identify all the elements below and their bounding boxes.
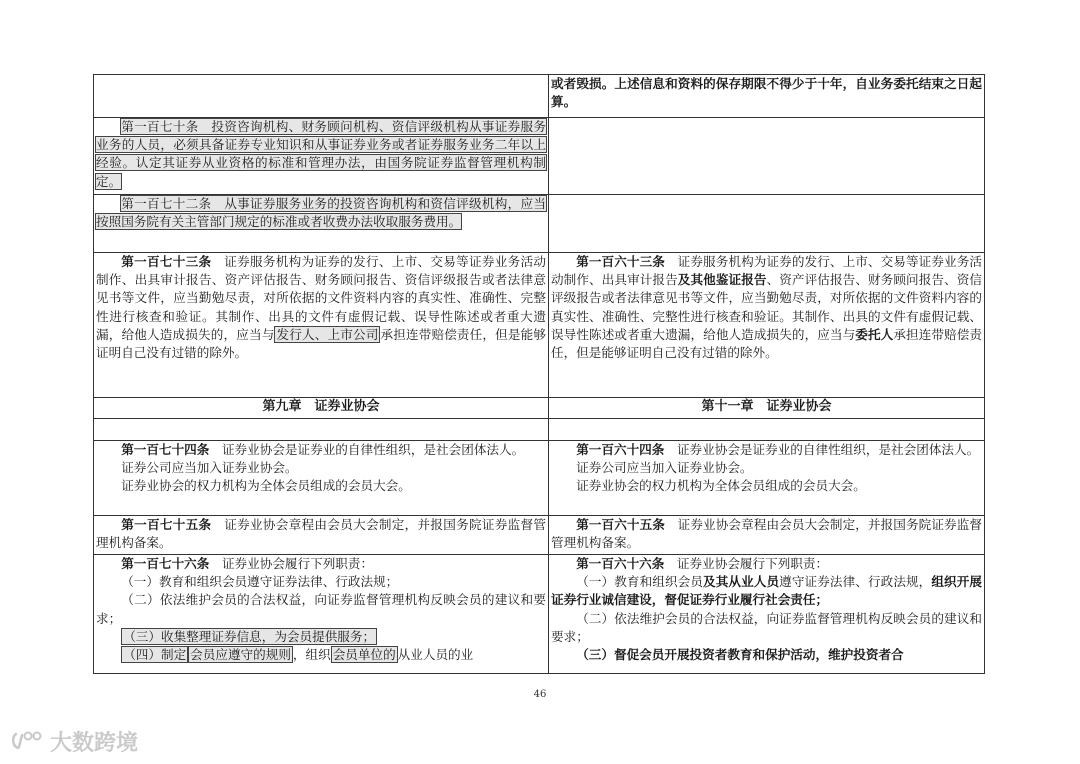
right-cell bbox=[549, 555, 985, 674]
article-text: 证券业协会是证券业的自律性组织，是社会团体法人。 bbox=[664, 442, 980, 457]
article-heading: 第一百七十六条 bbox=[121, 556, 210, 571]
logo-icon bbox=[10, 730, 44, 752]
left-cell bbox=[94, 555, 549, 674]
deleted-article-170: 第一百七十条 投资咨询机构、财务顾问机构、资信评级机构从事证券服务业务的人员，必须具备证券专业知识和从事证券业务或者证券服务业务二年以上经验。认定其证券从业资格的标准和管理办法，由国务院证券监督管理机构制定。 bbox=[96, 119, 546, 189]
table-row bbox=[94, 118, 985, 195]
added-text: 委托人 bbox=[855, 326, 894, 342]
left-cell bbox=[94, 441, 549, 516]
article-text: 证券业协会章程由会员大会制定，并报国务院证券监督管理机构备案。 bbox=[551, 517, 983, 551]
added-text: 及其从业人员 bbox=[703, 574, 780, 590]
article-text: 证券服务机构为证券的发行、上市、交易等证券业务活动制作、出具审计报告、资产评估报告、财务顾问报告、资信评级报告或者法律意见书等文件，应当勤勉尽责，对所依据的文件资料内容的真实性、准确性、完整性进行核查和验证。其制作、出具的文件有虚假记载、误导性陈述或者重大遗漏，给他人造成损失的，应当与 bbox=[96, 254, 547, 342]
left-cell bbox=[94, 516, 549, 555]
article-paragraph: 证券业协会的权力机构为全体会员组成的会员大会。 bbox=[121, 478, 411, 494]
watermark-text: 大数跨境 bbox=[50, 730, 139, 756]
article-text: 证券服务机构为证券的发行、上市、交易等证券业务活动制作、出具审计报告 bbox=[551, 254, 983, 288]
article-paragraph: 证券公司应当加入证券业协会。 bbox=[121, 460, 298, 476]
right-cell bbox=[549, 516, 985, 555]
article-paragraph: 证券公司应当加入证券业协会。 bbox=[576, 460, 753, 476]
list-item: 遵守证券法律、行政法规， bbox=[779, 574, 932, 590]
highlight-text: 会员应遵守的规则 bbox=[190, 647, 291, 663]
added-text: 组织开展证券行业诚信建设，督促证券行业履行社会责任； bbox=[551, 574, 983, 608]
article-heading: 第一百六十四条 bbox=[576, 442, 665, 457]
added-text: （三）督促会员开展投资者教育和保护活动，维护投资者合 bbox=[576, 647, 904, 663]
list-item: 从业人员的业 bbox=[397, 647, 474, 663]
page-number: 46 bbox=[533, 689, 547, 700]
article-text: 证券业协会章程由会员大会制定，并报国务院证券监督管理机构备案。 bbox=[96, 517, 547, 551]
right-cell bbox=[549, 75, 985, 118]
comparison-table bbox=[93, 74, 985, 674]
table-row bbox=[94, 555, 985, 674]
table-row bbox=[94, 195, 985, 253]
list-item: （一）教育和组织会员 bbox=[576, 574, 704, 590]
highlight-text: 会员单位的 bbox=[332, 647, 396, 663]
left-cell bbox=[94, 195, 549, 253]
deleted-article-172: 第一百七十二条 从事证券服务业务的投资咨询机构和资信评级机构，应当按照国务院有关主管部门规定的标准或者收费办法收取服务费用。 bbox=[96, 196, 546, 230]
article-heading: 第一百七十三条 bbox=[121, 254, 212, 269]
blank-cell bbox=[549, 419, 985, 441]
article-text: 承担连带赔偿责任，但是能够证明自己没有过错的除外。 bbox=[96, 326, 547, 361]
highlight-text: （四）制定 bbox=[123, 647, 187, 663]
right-cell bbox=[549, 253, 985, 398]
highlight-text: 发行人、上市公司 bbox=[276, 326, 379, 342]
blank-cell bbox=[94, 419, 549, 441]
left-cell bbox=[94, 253, 549, 398]
left-cell-empty bbox=[94, 75, 549, 118]
right-cell-empty bbox=[549, 195, 985, 253]
highlight-text: （三）收集整理证券信息，为会员提供服务； bbox=[123, 628, 376, 644]
watermark bbox=[10, 727, 138, 755]
chapter-heading: 第九章 证券业协会 bbox=[94, 398, 549, 419]
table-row bbox=[94, 75, 985, 118]
article-heading: 第一百六十六条 bbox=[576, 556, 665, 571]
chapter-heading: 第十一章 证券业协会 bbox=[549, 398, 985, 419]
list-item: （二）依法维护会员的合法权益，向证券监督管理机构反映会员的建议和要求； bbox=[96, 592, 546, 626]
table-row bbox=[94, 398, 985, 419]
article-paragraph: 证券业协会的权力机构为全体会员组成的会员大会。 bbox=[576, 478, 866, 494]
table-row bbox=[94, 253, 985, 398]
article-text: 证券业协会是证券业的自律性组织，是社会团体法人。 bbox=[209, 442, 525, 457]
retention-text: 或者毁损。上述信息和资料的保存期限不得少于十年，自业务委托结束之日起算。 bbox=[551, 76, 982, 110]
right-cell-empty bbox=[549, 118, 985, 195]
list-item: ，组织 bbox=[292, 647, 331, 663]
article-text: 证券业协会履行下列职责： bbox=[664, 556, 829, 571]
article-text: 承担连带赔偿责任，但是能够证明自己没有过错的除外。 bbox=[551, 326, 983, 361]
article-text: 、资产评估报告、财务顾问报告、资信评级报告或者法律意见书等文件，应当勤勉尽责，对所依据的文件资料内容的真实性、准确性、完整性进行核查和验证。其制作、出具的文件有虚假记载、误导性陈述或者重大遗漏，给他人造成损失的，应当与 bbox=[551, 272, 983, 342]
article-heading: 第一百六十三条 bbox=[576, 254, 665, 269]
left-cell bbox=[94, 118, 549, 195]
table-row-blank bbox=[94, 419, 985, 441]
list-item: （二）依法维护会员的合法权益，向证券监督管理机构反映会员的建议和要求； bbox=[551, 610, 982, 644]
article-heading: 第一百七十四条 bbox=[121, 442, 210, 457]
article-heading: 第一百七十五条 bbox=[121, 517, 212, 532]
article-text: 证券业协会履行下列职责： bbox=[209, 556, 374, 571]
article-heading: 第一百六十五条 bbox=[576, 517, 665, 532]
right-cell bbox=[549, 441, 985, 516]
table-row bbox=[94, 516, 985, 555]
list-item: （一）教育和组织会员遵守证券法律、行政法规； bbox=[121, 574, 399, 590]
added-text: 及其他鉴证报告 bbox=[677, 272, 767, 288]
table-row bbox=[94, 441, 985, 516]
